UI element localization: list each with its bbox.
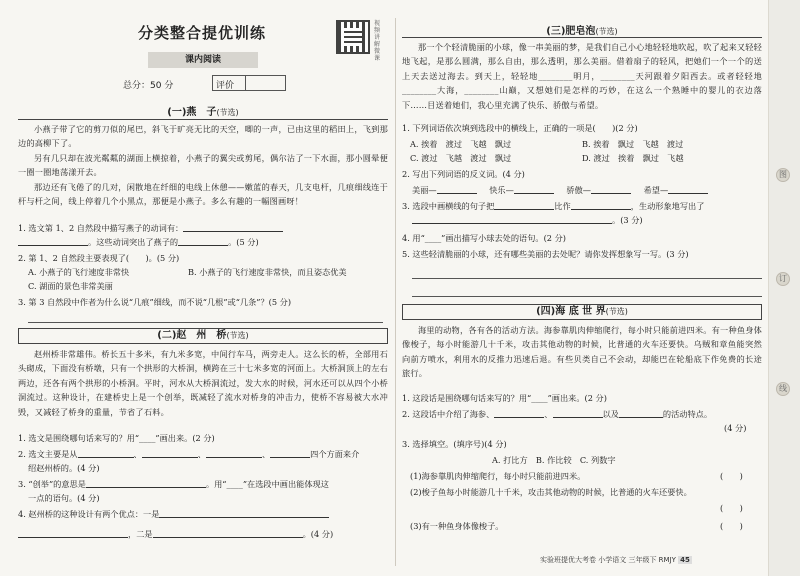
answer-blank[interactable] xyxy=(153,529,303,538)
section-title: (一)燕 子 xyxy=(167,107,217,118)
answer-blank[interactable] xyxy=(591,185,631,194)
question-1-cont: 。这些动词突出了燕子的 。(5 分) xyxy=(18,236,259,248)
answer-blank[interactable] xyxy=(142,449,198,458)
answer-blank[interactable] xyxy=(86,479,206,488)
answer-blank[interactable] xyxy=(571,201,631,210)
answer-line[interactable] xyxy=(412,296,762,297)
answer-blank[interactable] xyxy=(159,509,329,518)
question-2: 2. 选文主要是从 、 、 、 四个方面来介 xyxy=(18,449,360,459)
question-1: 1. 选文第 1、2 自然段中描写燕子的动词有： xyxy=(18,222,283,234)
passage-paragraph: 海里的动物，各有各的活动方法。海参靠肌肉伸缩爬行，每小时只能前进四米。有一种鱼身体像梭子，每小时能游几十千米，攻击其他动物的时候，比普通的火车还要快。乌贼和章鱼能突然向前方喷水，利用水的反推力迅速后退。有些贝类自己不会动，却能巴在轮船底下作免费的长途旅行。 xyxy=(402,325,762,379)
answer-blank[interactable] xyxy=(437,185,477,194)
choice-options: A. 打比方 B. 作比较 C. 列数字 xyxy=(492,455,616,465)
divider-line xyxy=(18,119,388,120)
answer-blank[interactable] xyxy=(18,237,88,246)
page-title: 分类整合提优训练 xyxy=(138,24,267,42)
answer-blank[interactable] xyxy=(178,237,228,246)
answer-blank[interactable] xyxy=(668,185,708,194)
section-heading xyxy=(18,103,388,117)
section-heading xyxy=(402,304,762,320)
antonym-row: 美丽— 快乐— 骄傲— 希望— xyxy=(412,184,708,196)
section-title: (二)赵 州 桥 xyxy=(157,330,227,341)
answer-blank[interactable] xyxy=(270,449,310,458)
question-3-cont: 一点的语句。(4 分) xyxy=(28,493,100,503)
qr-code-icon[interactable] xyxy=(336,20,370,54)
question-4: 4. 赵州桥的这种设计有两个优点：一是 xyxy=(18,508,329,520)
question-3-cont: 。(3 分) xyxy=(412,214,643,226)
option-c[interactable]: C. 湖面的景色非常美丽 xyxy=(28,281,113,291)
question-4: 4. 用“____”画出描写小球去处的语句。(2 分) xyxy=(402,233,566,243)
section-banner: 课内阅读 xyxy=(148,52,258,68)
question-3: 3. 选段中画横线的句子把 比作 ，生动形象地写出了 xyxy=(402,201,705,211)
question-2: 2. 这段话中介绍了海参、 、 以及 的活动特点。 xyxy=(402,409,713,419)
section-subtitle: (节选) xyxy=(226,331,249,340)
binding-hole: 订 xyxy=(776,272,790,286)
binding-hole: 线 xyxy=(776,382,790,396)
question-3: 3. 第 3 自然段中作者为什么说“几痕”细线，而不说“几根”或“几条”？(5 分) xyxy=(18,297,292,307)
sentence-1: (1)海参靠肌肉伸缩爬行，每小时只能前进四米。 xyxy=(410,471,586,481)
question-2-cont: 绍赵州桥的。(4 分) xyxy=(28,463,100,473)
option-a[interactable]: A. 小燕子的飞行速度非常快 xyxy=(28,267,130,277)
section-title: (三)肥皂泡 xyxy=(546,26,596,37)
answer-blank[interactable] xyxy=(78,449,134,458)
question-2-score: (4 分) xyxy=(724,423,747,433)
question-2: 2. 写出下列词语的反义词。(4 分) xyxy=(402,169,525,179)
section-subtitle: (节选) xyxy=(605,307,628,316)
section-title: (四)海 底 世 界 xyxy=(536,306,606,317)
total-score: 总分：50 分 xyxy=(123,81,174,91)
question-3: 3. 选择填空。(填序号)(4 分) xyxy=(402,439,507,449)
passage-paragraph: 另有几只却在波光粼粼的湖面上横掠着，小燕子的翼尖或剪尾，偶尔沾了一下水面，那小圆晕便一圈一圈地荡漾开去。 xyxy=(18,153,388,178)
divider-line xyxy=(402,37,762,38)
answer-blank[interactable] xyxy=(553,409,603,418)
question-5: 5. 这些轻清脆丽的小球，还有哪些美丽的去处呢？请你发挥想象写一写。(3 分) xyxy=(402,249,689,259)
sentence-3: (3)有一种鱼身体像梭子。 xyxy=(410,521,504,531)
answer-blank[interactable] xyxy=(412,215,612,224)
binding-hole: 图 xyxy=(776,168,790,182)
column-divider xyxy=(395,18,396,566)
passage-paragraph: 小燕子带了它的剪刀似的尾巴，斜飞于旷亮无比的天空，唧的一声，已由这里的稻田上，飞到那边的高柳下了。 xyxy=(18,124,388,149)
question-4-cont: ，二是 。(4 分) xyxy=(18,528,333,540)
question-1: 1. 选文是围绕哪句话来写的？用“____”画出来。(2 分) xyxy=(18,433,215,443)
page-number: 45 xyxy=(680,556,690,564)
answer-blank[interactable] xyxy=(619,409,663,418)
passage-paragraph: 那一个个轻清脆丽的小球，像一串美丽的梦，是我们自己小心地轻轻地吹起，吹了起来又轻轻地飞起，是那么圆满，那么自由，那么透明，那么美丽。借着扇子的轻风，把她们一个一个的送上天去送过海去。到天上，轻轻地________明月，________天河跟着夕阳西去。或者轻轻地________大海，________山巅，又想她们是怎样的巧妙，在这么一个熟睡中的婴儿的衣边落下……目送着她们，我心里充满了快乐、骄傲与希望。 xyxy=(402,42,762,110)
evaluation-label: 评价 xyxy=(216,81,235,91)
passage-paragraph: 那边还有飞倦了的几对，闲散地在纤细的电线上休憩——嫩蓝的春天，几支电杆，几痕细线连于杆与杆之间，线上停着几个小黑点，那便是小燕子。多么有趣的一幅图画呀！ xyxy=(18,182,388,207)
section-heading xyxy=(18,328,388,344)
answer-blank[interactable] xyxy=(206,449,262,458)
evaluation-box[interactable] xyxy=(212,75,286,91)
answer-blank[interactable] xyxy=(183,223,283,232)
answer-blank[interactable] xyxy=(514,185,554,194)
section-subtitle: (节选) xyxy=(595,27,618,36)
passage-paragraph: 赵州桥非常雄伟。桥长五十多米，有九米多宽，中间行车马，两旁走人。这么长的桥，全部用石头砌成，下面没有桥墩，只有一个拱形的大桥洞，横跨在三十七米多宽的河面上。大桥洞顶上的左右两边，还各有两个拱形的小桥洞。平时，河水从大桥洞流过，发大水的时候，河水还可以从四个小桥洞流过。这种设计，在建桥史上是一个创举，既减轻了流水对桥身的冲击力，使桥不容易被大水冲毁，又减轻了桥身的重量，节省了石料。 xyxy=(18,349,388,417)
option-b[interactable]: B. 小燕子的飞行速度非常快，而且姿态优美 xyxy=(188,267,347,277)
option-a[interactable]: A. 挨着 渡过 飞越 飘过 xyxy=(410,139,512,149)
question-1: 1. 这段话是围绕哪句话来写的？用“____”画出来。(2 分) xyxy=(402,393,607,403)
page-footer xyxy=(540,555,692,565)
option-d[interactable]: D. 渡过 挨着 飘过 飞越 xyxy=(582,153,684,163)
section-heading xyxy=(402,22,762,36)
right-column xyxy=(402,0,762,576)
question-2: 2. 第 1、2 自然段主要表现了( )。(5 分) xyxy=(18,253,180,263)
footer-text: 实验班提优大考卷 小学语文 三年级下 RMJY xyxy=(540,556,676,564)
qr-label: 视频讲解微课 xyxy=(374,20,381,62)
answer-line[interactable] xyxy=(412,278,762,279)
question-1: 1. 下列词语依次填到选段中的横线上，正确的一项是( )(2 分) xyxy=(402,123,638,133)
binding-edge xyxy=(768,0,800,576)
answer-blank[interactable] xyxy=(18,529,128,538)
answer-paren[interactable]: ( ) xyxy=(720,503,743,513)
option-c[interactable]: C. 渡过 飞越 渡过 飘过 xyxy=(410,153,512,163)
sentence-2: (2)梭子鱼每小时能游几十千米，攻击其他动物的时候，比普通的火车还要快。 xyxy=(410,487,692,497)
answer-blank[interactable] xyxy=(494,409,544,418)
question-3: 3. “创举”的意思是 。用“____”在选段中画出能体现这 xyxy=(18,479,329,489)
answer-blank[interactable] xyxy=(494,201,554,210)
left-column xyxy=(18,0,388,576)
section-subtitle: (节选) xyxy=(216,108,239,117)
answer-paren[interactable]: ( ) xyxy=(720,521,743,531)
answer-paren[interactable]: ( ) xyxy=(720,471,743,481)
answer-line[interactable] xyxy=(28,322,383,323)
option-b[interactable]: B. 挨着 飘过 飞越 渡过 xyxy=(582,139,684,149)
